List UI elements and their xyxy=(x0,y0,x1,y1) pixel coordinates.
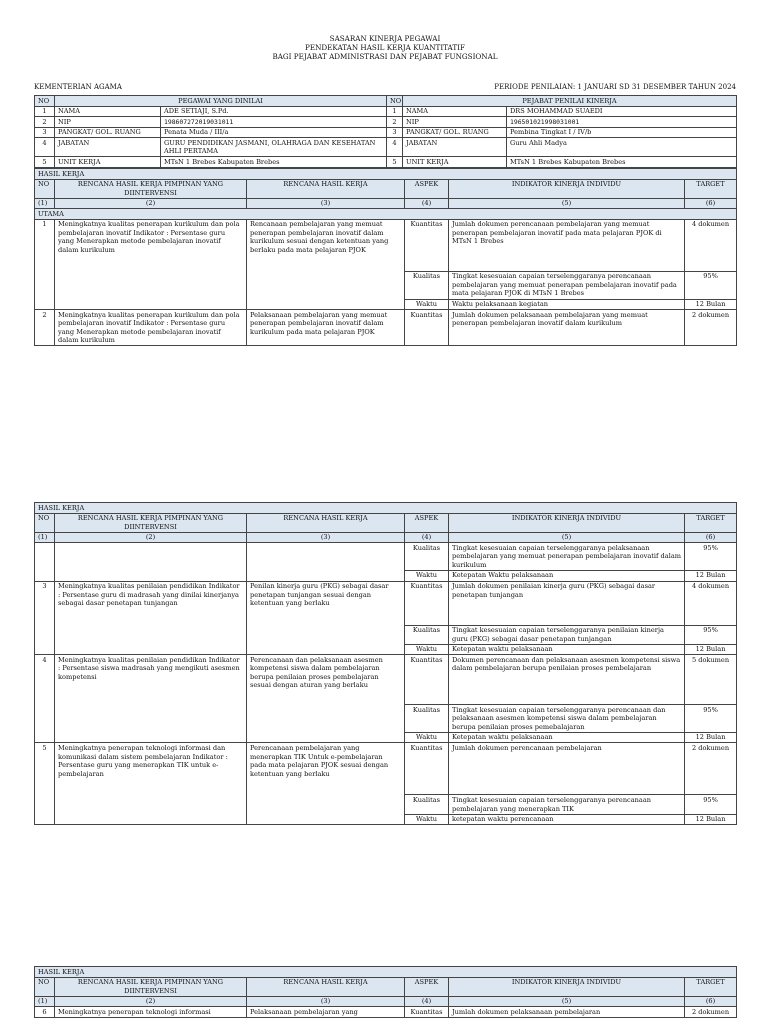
no-header: NO xyxy=(35,96,55,107)
section-title: HASIL KERJA xyxy=(35,967,737,978)
identity-header xyxy=(35,96,737,107)
identity-row: 2 NIP 198607272019031011 2 NIP 196501021998031001 xyxy=(35,117,737,128)
column-numbers: (1) (2) (3) (4) (5) (6) xyxy=(35,996,737,1007)
table-row: 6 Meningkatnya penerapan teknologi informasi Pelaksanaan pembelajaran yang Kuantitas Jumlah dokumen pelaksanaan pembelajaran 2 dokumen xyxy=(35,1007,737,1018)
work-results-table xyxy=(34,966,737,1018)
page-2 xyxy=(34,502,736,825)
work-results-table xyxy=(34,168,737,346)
table-row: Waktu Ketepatan waktu pelaksanaan 12 Bulan xyxy=(35,644,737,655)
table-row: 2 Meningkatnya kualitas penerapan kurikulum dan pola pembelajaran inovatif Indikator : Persentase guru yang Menerapkan metode pembelajaran inovatif dalam kurikulum Pelaksanaan pembelajaran yang memuat penerapan pembelajaran inovatif dalam kurikulum pada mata pelajaran PJOK Kuantitas Jumlah dokumen pelaksanaan pembelajaran yang memuat penerapan pembelajaran inovatif dalam kurikulum 2 dokumen xyxy=(35,310,737,346)
assessed-name: ADE SETIAJI, S.Pd. xyxy=(161,106,387,117)
assessed-nip: 198607272019031011 xyxy=(161,117,387,128)
document-header xyxy=(34,34,736,61)
column-numbers: (1) (2) (3) (4) (5) (6) xyxy=(35,532,737,543)
table-row: Kualitas Tingkat kesesuaian capaian terselenggaranya pelaksanaan pembelajaran yang memuat penerapan pembelajaran inovatif dalam kurikulum 95% xyxy=(35,543,737,571)
column-numbers: (1) (2) (3) (4) (5) (6) xyxy=(35,198,737,209)
institution: KEMENTERIAN AGAMA xyxy=(34,83,122,91)
assessor-title: PEJABAT PENILAI KINERJA xyxy=(403,96,737,107)
column-headers: NO RENCANA HASIL KERJA PIMPINAN YANG DIINTERVENSI RENCANA HASIL KERJA ASPEK INDIKATOR KINERJA INDIVIDU TARGET xyxy=(35,977,737,996)
assessor-nip: 196501021998031001 xyxy=(507,117,737,128)
page-1 xyxy=(34,34,736,346)
identity-row: 4 JABATAN GURU PENDIDIKAN JASMANI, OLAHRAGA DAN KESEHATAN AHLI PERTAMA 4 JABATAN Guru Ahli Madya xyxy=(35,138,737,157)
assessor-name: DRS MOHAMMAD SUAEDI xyxy=(507,106,737,117)
identity-row: 3 PANGKAT/ GOL. RUANG Penata Muda / III/a 3 PANGKAT/ GOL. RUANG Pembina Tingkat I / IV/b xyxy=(35,127,737,138)
no-header: NO xyxy=(387,96,403,107)
table-row: Waktu ketepatan waktu perencanaan 12 Bulan xyxy=(35,814,737,825)
table-row: Kualitas Tingkat kesesuaian capaian terselenggaranya penilaian kinerja guru (PKG) sebagai dasar penetapan tunjangan 95% xyxy=(35,625,737,644)
section-title: HASIL KERJA xyxy=(35,169,737,180)
identity-row: 1 NAMA ADE SETIAJI, S.Pd. 1 NAMA DRS MOHAMMAD SUAEDI xyxy=(35,106,737,117)
section-title: HASIL KERJA xyxy=(35,503,737,514)
category-utama: UTAMA xyxy=(35,209,737,220)
identity-table xyxy=(34,95,737,168)
title-line-2: PENDEKATAN HASIL KERJA KUANTITATIF xyxy=(305,43,465,52)
title-line-3: BAGI PEJABAT ADMINISTRASI DAN PEJABAT FUNGSIONAL xyxy=(272,52,498,61)
table-row: Kualitas Tingkat kesesuaian capaian terselenggaranya perencanaan pembelajaran yang memuat penerapan pembelajaran inovatif pada mata pelajaran PJOK di MTsN 1 Brebes 95% xyxy=(35,271,737,299)
table-row: 5 Meningkatnya penerapan teknologi informasi dan komunikasi dalam sistem pembelajaran Indikator : Persentase guru yang menerapkan TIK untuk e-pembelajaran Perencanaan pembelajaran yang menerapkan TIK Untuk e-pembelajaran pada mata pelajaran PJOK sesuai dengan ketentuan yang berlaku Kuantitas Jumlah dokumen perencanaan pembelajaran 2 dokumen xyxy=(35,743,737,795)
table-row: Kualitas Tingkat kesesuaian capaian terselenggaranya perencanaan pembelajaran yang menerapkan TIK 95% xyxy=(35,795,737,814)
assessment-period: PERIODE PENILAIAN: 1 JANUARI SD 31 DESEMBER TAHUN 2024 xyxy=(494,83,736,91)
table-row: Kualitas Tingkat kesesuaian capaian terselenggaranya perencanaan dan pelaksanaan asesmen kompetensi siswa dalam pembelajaran berupa penilaian proses pemebalajaran 95% xyxy=(35,705,737,733)
meta-row xyxy=(34,83,736,92)
column-headers: NO RENCANA HASIL KERJA PIMPINAN YANG DIINTERVENSI RENCANA HASIL KERJA ASPEK INDIKATOR KINERJA INDIVIDU TARGET xyxy=(35,513,737,532)
column-headers: NO RENCANA HASIL KERJA PIMPINAN YANG DIINTERVENSI RENCANA HASIL KERJA ASPEK INDIKATOR KINERJA INDIVIDU TARGET xyxy=(35,179,737,198)
work-results-table xyxy=(34,502,737,825)
title-line-1: SASARAN KINERJA PEGAWAI xyxy=(329,34,441,43)
table-row: Waktu Ketepatan waktu pelaksanaan 12 Bulan xyxy=(35,732,737,743)
table-row: 4 Meningkatnya kualitas penilaian pendidikan Indikator : Persentase siswa madrasah yang mengikuti asesmen kompetensi Perencanaan dan pelaksanaan asesmen kompetensi siswa dalam pembelajaran berupa penilaian proses pembelajaran sesuai dengan aturan yang berlaku Kuantitas Dokumen perencanaan dan pelaksanaan asesmen kompetensi siswa dalam pembelajaran berupa penilaian proses pembelajaran 5 dokumen xyxy=(35,655,737,705)
assessed-title: PEGAWAI YANG DINILAI xyxy=(55,96,387,107)
page-3 xyxy=(34,966,736,1018)
table-row: 3 Meningkatnya kualitas penilaian pendidikan Indikator : Persentase guru di madrasah yang dinilai kinerjanya sebagai dasar penetapan tunjangan Penilan kinerja guru (PKG) sebagai dasar penetapan tunjangan sesuai dengan ketentuan yang berlaku Kuantitas Jumlah dokumen penilaian kinerja guru (PKG) sebagai dasar penetapan tunjangan 4 dokumen xyxy=(35,581,737,625)
table-row: Waktu Ketepatan Waktu pelaksanaan 12 Bulan xyxy=(35,570,737,581)
identity-row: 5 UNIT KERJA MTsN 1 Brebes Kabupaten Brebes 5 UNIT KERJA MTsN 1 Brebes Kabupaten Brebes xyxy=(35,157,737,168)
table-row: 1 Meningkatnya kualitas penerapan kurikulum dan pola pembelajaran inovatif Indikator : Persentase guru yang Menerapkan metode pembelajaran inovatif dalam kurikulum Rencanaan pembelajaran yang memuat penerapan pembelajaran inovatif dalam kurikulum sesuai dengan ketentuan yang berlaku pada mata pelajaran PJOK Kuantitas Jumlah dokumen perencanaan pembelajaran yang memuat penerapan pembelajaran inovatif pada mata pelajaran PJOK di MTsN 1 Brebes 4 dokumen xyxy=(35,219,737,271)
table-row: Waktu Waktu pelaksanaan kegiatan 12 Bulan xyxy=(35,299,737,310)
